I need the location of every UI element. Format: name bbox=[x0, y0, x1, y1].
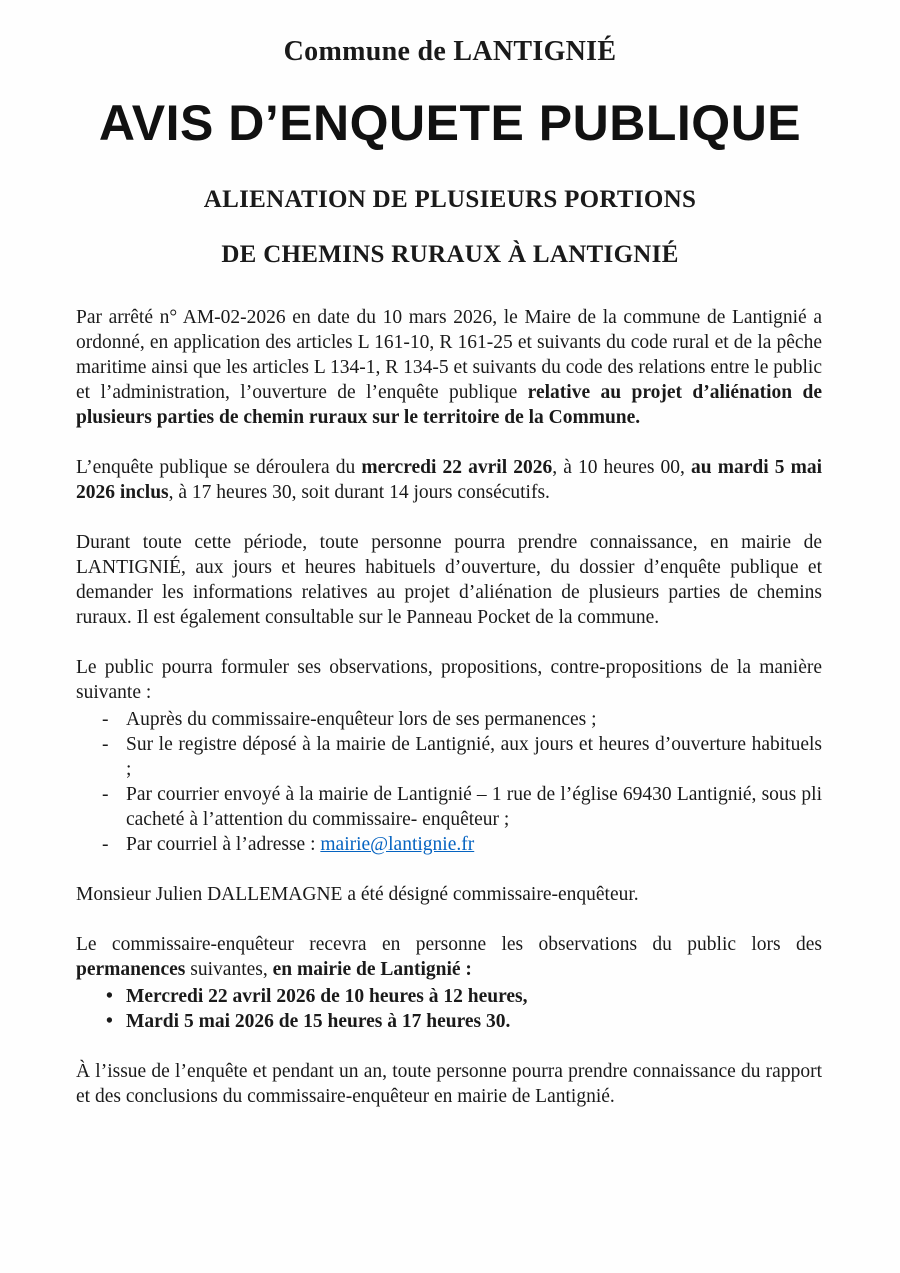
paragraph-observations-intro: Le public pourra formuler ses observations, propositions, contre-propositions de la manière suivante : bbox=[76, 657, 822, 703]
permanences-run-0: Le commissaire-enquêteur recevra en personne les observations du public lors des bbox=[76, 934, 822, 955]
duree-date-end: au mardi 5 mai 2026 inclus bbox=[76, 457, 822, 503]
dash-marker: - bbox=[102, 709, 109, 730]
permanence-item-text: Mardi 5 mai 2026 de 15 heures à 17 heures 30. bbox=[126, 1011, 511, 1032]
observation-list-item bbox=[98, 832, 822, 857]
observation-item-text: Sur le registre déposé à la mairie de Lantignié, aux jours et heures d’ouverture habituels ; bbox=[126, 734, 822, 780]
bullet-marker: • bbox=[106, 1011, 113, 1032]
observation-list-item bbox=[98, 707, 822, 732]
paragraph-consultation: Durant toute cette période, toute personne pourra prendre connaissance, en mairie de LANTIGNIÉ, aux jours et heures habituels d’ouverture, du dossier d’enquête publique et demander les informations relatives au projet d’aliénation de plusieurs parties de chemins ruraux. Il est également consultable sur le Panneau Pocket de la commune. bbox=[76, 532, 822, 628]
dash-marker: - bbox=[102, 784, 109, 805]
document-body bbox=[0, 269, 900, 1109]
duree-date-start: mercredi 22 avril 2026 bbox=[361, 457, 553, 478]
observation-list-item bbox=[98, 782, 822, 832]
observation-list-item bbox=[98, 732, 822, 782]
permanences-run-2: suivantes, bbox=[185, 959, 273, 980]
paragraph-issue: À l’issue de l’enquête et pendant un an, toute personne pourra prendre connaissance du rapport et des conclusions du commissaire-enquêteur en mairie de Lantignié. bbox=[76, 1061, 822, 1107]
dash-marker: - bbox=[102, 834, 109, 855]
observation-item-text: Par courrier envoyé à la mairie de Lantignié – 1 rue de l’église 69430 Lantignié, sous pli cacheté à l’attention du commissaire- enquêteur ; bbox=[126, 784, 822, 830]
paragraph-arrete bbox=[76, 305, 822, 430]
permanences-bold-1: permanences bbox=[76, 959, 186, 980]
permanence-list bbox=[76, 984, 822, 1034]
main-title: AVIS D’ENQUETE PUBLIQUE bbox=[98, 95, 802, 151]
email-link[interactable]: mairie@lantignie.fr bbox=[320, 834, 475, 855]
commune-title: Commune de LANTIGNIÉ bbox=[283, 36, 617, 67]
subtitle-line-1: ALIENATION DE PLUSIEURS PORTIONS bbox=[203, 186, 697, 213]
duree-run-2: , à 10 heures 00, bbox=[552, 457, 692, 478]
bullet-marker: • bbox=[106, 986, 113, 1007]
observation-item-text bbox=[126, 832, 822, 857]
permanence-list-item bbox=[102, 1009, 822, 1034]
observation-item-text: Auprès du commissaire-enquêteur lors de ses permanences ; bbox=[126, 709, 597, 730]
paragraph-designation: Monsieur Julien DALLEMAGNE a été désigné commissaire-enquêteur. bbox=[76, 884, 639, 905]
subtitle-line-2: DE CHEMINS RURAUX À LANTIGNIÉ bbox=[221, 241, 679, 268]
observation-list bbox=[76, 707, 822, 857]
paragraph-permanences bbox=[76, 932, 822, 982]
permanence-list-item bbox=[102, 984, 822, 1009]
permanence-item-text: Mercredi 22 avril 2026 de 10 heures à 12 heures, bbox=[126, 986, 528, 1007]
dash-marker: - bbox=[102, 734, 109, 755]
duree-run-0: L’enquête publique se déroulera du bbox=[76, 457, 362, 478]
courriel-prefix: Par courriel à l’adresse : bbox=[126, 834, 321, 855]
arrete-bold-text: relative au projet d’aliénation de plusieurs parties de chemin ruraux sur le territoire de la Commune. bbox=[76, 382, 822, 428]
arrete-text: Par arrêté n° AM-02-2026 en date du 10 mars 2026, le Maire de la commune de Lantignié a ordonné, en application des articles L 161-10, R 161-25 et suivants du code rural et de la pêche maritime ainsi que les articles L 134-1, R 134-5 et suivants du code des relations entre le public et l’administration, l’ouverture de l’enquête publique bbox=[76, 307, 822, 403]
duree-run-4: , à 17 heures 30, soit durant 14 jours consécutifs. bbox=[168, 482, 550, 503]
paragraph-duree bbox=[76, 455, 822, 505]
permanences-bold-2: en mairie de Lantignié : bbox=[272, 959, 472, 980]
